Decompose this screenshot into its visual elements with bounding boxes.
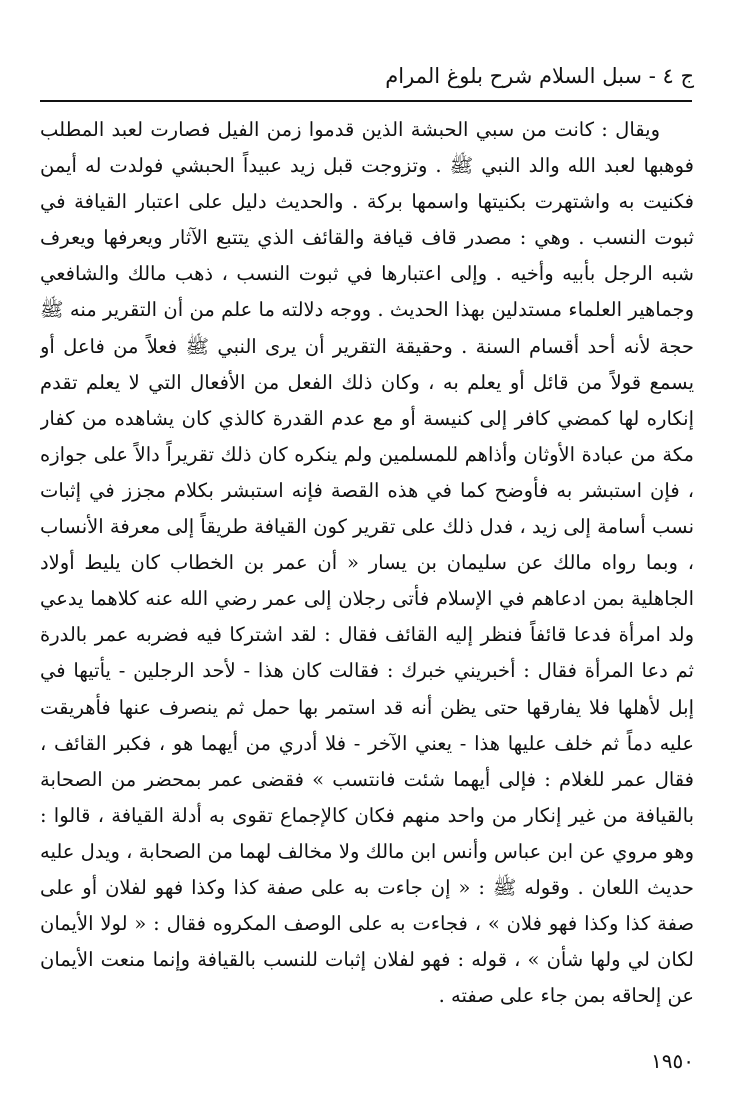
body-text [40,112,694,1032]
page-number: ١٩٥٠ [651,1049,694,1073]
header-divider [40,100,692,102]
running-header: ج ٤ - سبل السلام شرح بلوغ المرام [385,64,694,88]
body-paragraph: ويقال : كانت من سبي الحبشة الذين قدموا زمن الفيل فصارت لعبد المطلب فوهبها لعبد الله والد النبي ﷺ . وتزوجت قبل زيد عبيداً الحبشي فولدت له أيمن فكنيت به واشتهرت بكنيتها واسمها بركة . والحديث دليل على اعتبار القيافة في ثبوت النسب . وهي : مصدر قاف قيافة والقائف الذي يتتبع الآثار ويعرفها ويعرف شبه الرجل بأبيه وأخيه . وإلى اعتبارها في ثبوت النسب ، ذهب مالك والشافعي وجماهير العلماء مستدلين بهذا الحديث . ووجه دلالته ما علم من أن التقرير منه ﷺ حجة لأنه أحد أقسام السنة . وحقيقة التقرير أن يرى النبي ﷺ فعلاً من فاعل أو يسمع قولاً من قائل أو يعلم به ، وكان ذلك الفعل من الأفعال التي لا يعلم تقدم إنكاره لها كمضي كافر إلى كنيسة أو مع عدم القدرة كالذي كان يشاهده من كفار مكة من عبادة الأوثان وأذاهم للمسلمين ولم ينكره كان ذلك تقريراً دالاً على جوازه ، فإن استبشر به فأوضح كما في هذه القصة فإنه استبشر بكلام مجزز في إثبات نسب أسامة إلى زيد ، فدل ذلك على تقرير كون القيافة طريقاً إلى معرفة الأنساب ، وبما رواه مالك عن سليمان بن يسار « أن عمر بن الخطاب كان يليط أولاد الجاهلية بمن ادعاهم في الإسلام فأتى رجلان إلى عمر رضي الله عنه كلاهما يدعي ولد امرأة فدعا قائفاً فنظر إليه القائف فقال : لقد اشتركا فيه فضربه عمر بالدرة ثم دعا المرأة فقال : أخبريني خبرك : فقالت كان هذا - لأحد الرجلين - يأتيها في إبل لأهلها فلا يفارقها حتى يظن أنه قد استمر بها حمل ثم ينصرف عنها فأهريقت عليه دماً ثم خلف عليها هذا - يعني الآخر - فلا أدري من أيهما هو ، فكبر القائف ، فقال عمر للغلام : فإلى أيهما شئت فانتسب » فقضى عمر بمحضر من الصحابة بالقيافة من غير إنكار من واحد منهم فكان كالإجماع تقوى به أدلة القيافة ، قالوا : وهو مروي عن ابن عباس وأنس ابن مالك ولا مخالف لهما من الصحابة ، ويدل عليه حديث اللعان . وقوله ﷺ : « إن جاءت به على صفة كذا وكذا فهو لفلان أو على صفة كذا وكذا فهو فلان » ، فجاءت به على الوصف المكروه فقال : « لولا الأيمان لكان لي ولها شأن » ، قوله : فهو لفلان إثبات للنسب بالقيافة وإنما منعت الأيمان عن إلحاقه بمن جاء على صفته . [40,118,694,1008]
